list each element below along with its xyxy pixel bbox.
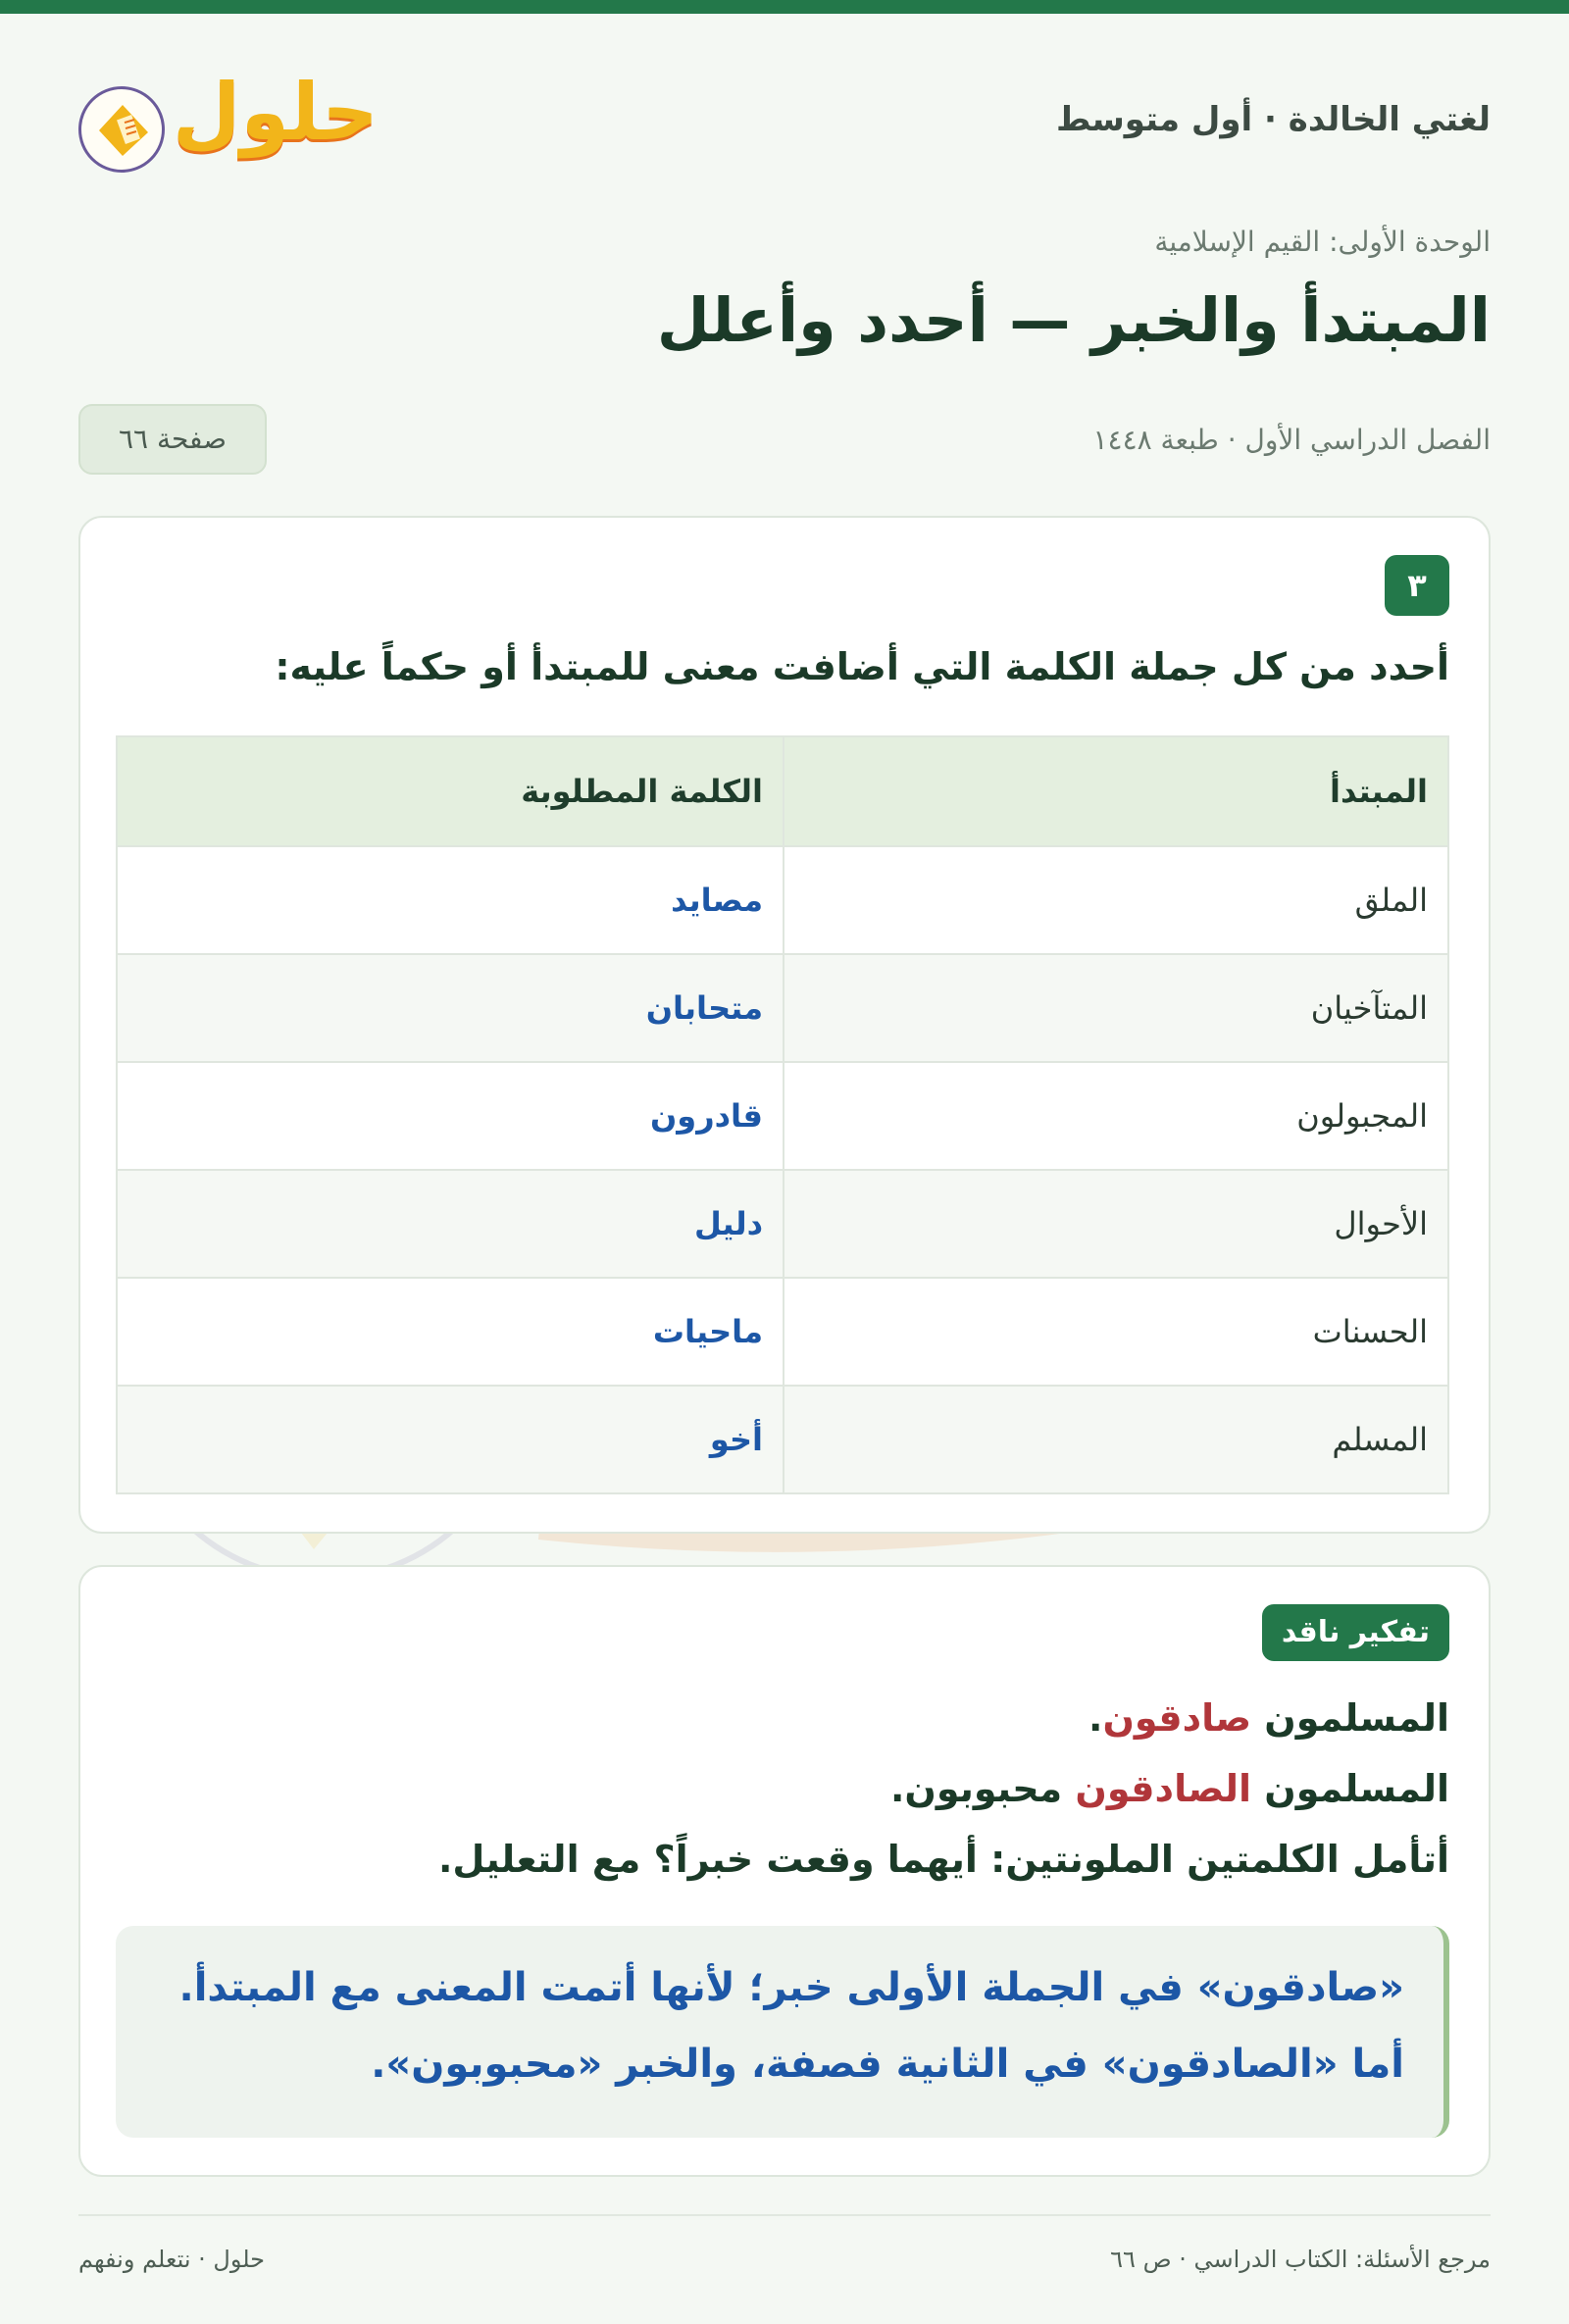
page-number-chip: صفحة ٦٦ — [78, 404, 267, 475]
unit-label: الوحدة الأولى: القيم الإسلامية — [1154, 226, 1491, 258]
question-number: ٣ — [1385, 555, 1449, 616]
example-sentence-1 — [1088, 1696, 1449, 1740]
critical-thinking-card — [78, 1565, 1491, 2177]
book-icon — [78, 86, 165, 173]
page-header — [78, 59, 1491, 186]
table-row — [117, 1278, 1448, 1386]
highlighted-word: صادقون — [1102, 1696, 1252, 1740]
question-prompt: أحدد من كل جملة الكلمة التي أضافت معنى للمبتدأ أو حكماً عليه: — [275, 645, 1449, 688]
question-card — [78, 516, 1491, 1534]
semester-edition: الفصل الدراسي الأول ⋅ طبعة ١٤٤٨ — [1092, 424, 1491, 456]
answer-cell: ماحيات — [117, 1278, 784, 1386]
logo-wordmark: حلول — [173, 67, 379, 158]
sentence-text: . — [1088, 1696, 1103, 1740]
footer-divider — [78, 2214, 1491, 2216]
book-title: لغتي الخالدة ⋅ أول متوسط — [1055, 100, 1491, 139]
table-header-row — [117, 736, 1448, 846]
subject-cell: الملق — [784, 846, 1448, 954]
column-header-subject: المبتدأ — [784, 736, 1448, 846]
subject-cell: المجبولون — [784, 1062, 1448, 1170]
critical-thinking-badge: تفكير ناقد — [1262, 1604, 1449, 1661]
sentence-text: المسلمون — [1251, 1696, 1449, 1740]
subject-cell: الحسنات — [784, 1278, 1448, 1386]
answer-line-1: «صادقون» في الجملة الأولى خبر؛ لأنها أتمت المعنى مع المبتدأ. — [178, 1965, 1404, 2010]
top-accent-bar — [0, 0, 1569, 14]
answer-cell: مصايد — [117, 846, 784, 954]
answer-cell: قادرون — [117, 1062, 784, 1170]
example-sentence-2 — [890, 1767, 1449, 1810]
answer-cell: أخو — [117, 1386, 784, 1493]
table-row — [117, 954, 1448, 1062]
answer-cell: متحابان — [117, 954, 784, 1062]
table-row — [117, 1386, 1448, 1493]
site-logo[interactable] — [78, 67, 379, 184]
page-title: المبتدأ والخبر — أحدد وأعلل — [656, 284, 1491, 356]
answer-line-2: أما «الصادقون» في الثانية فصفة، والخبر «محبوبون». — [371, 2042, 1404, 2087]
footer-reference: مرجع الأسئلة: الكتاب الدراسي ⋅ ص ٦٦ — [1110, 2246, 1491, 2273]
answer-cell: دليل — [117, 1170, 784, 1278]
sentence-text: المسلمون — [1251, 1767, 1449, 1810]
subject-cell: الأحوال — [784, 1170, 1448, 1278]
sentence-text: محبوبون. — [889, 1767, 1076, 1810]
subject-cell: المسلم — [784, 1386, 1448, 1493]
table-row — [117, 1170, 1448, 1278]
subject-cell: المتآخيان — [784, 954, 1448, 1062]
column-header-word: الكلمة المطلوبة — [117, 736, 784, 846]
critical-question: أتأمل الكلمتين الملونتين: أيهما وقعت خبراً؟ مع التعليل. — [437, 1838, 1449, 1881]
answers-table — [116, 735, 1449, 1494]
footer-brand[interactable]: حلول ⋅ نتعلم ونفهم — [78, 2246, 265, 2273]
table-row — [117, 1062, 1448, 1170]
answer-box — [116, 1926, 1449, 2138]
table-row — [117, 846, 1448, 954]
highlighted-word: الصادقون — [1075, 1767, 1252, 1810]
